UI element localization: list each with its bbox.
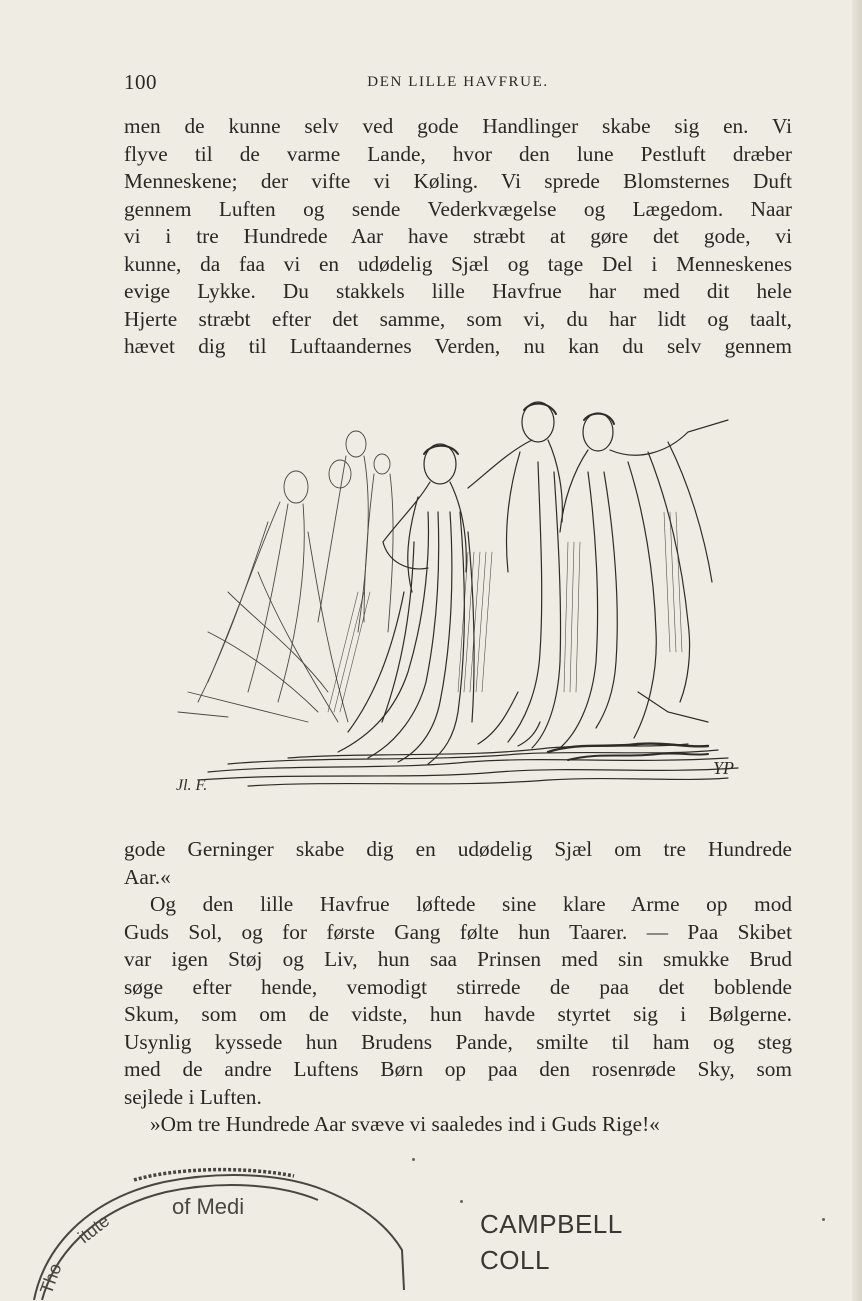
text-line: »Om tre Hundrede Aar svæve vi saaledes ind i Guds Rige!« — [150, 1112, 660, 1136]
mermaid-illustration — [168, 392, 748, 802]
text-line: Aar.« — [124, 864, 171, 889]
ink-speck — [412, 1158, 415, 1161]
library-label-line1: CAMPBELL — [480, 1209, 623, 1239]
stamp-fragment-lower: Tho — [36, 1260, 66, 1297]
ink-speck — [460, 1200, 463, 1203]
body-text-bottom — [124, 836, 792, 1139]
library-stamp — [24, 1160, 444, 1301]
text-line: Skum, som om de vidste, hun havde styrtet sig i Bølgerne. — [124, 1002, 792, 1026]
text-line: Hjerte stræbt efter det samme, som vi, du har lidt og taalt, — [124, 306, 792, 331]
library-label-line2: COLL — [480, 1245, 550, 1275]
stamp-arc-text: of Medi — [172, 1194, 245, 1219]
text-line: flyve til de varme Lande, hvor den lune Pestluft dræber — [124, 141, 792, 166]
text-line: Usynlig kyssede hun Brudens Pande, smilte til ham og steg — [124, 1029, 792, 1054]
text-line: kunne, da faa vi en udødelig Sjæl og tage Del i Menneskenes — [124, 251, 792, 276]
text-line: gennem Luften og sende Vederkvægelse og Lægedom. Naar — [124, 196, 792, 221]
central-figure-illustration — [338, 444, 474, 764]
text-line: med de andre Luftens Børn op paa den rosenrøde Sky, som — [124, 1057, 792, 1081]
page-header — [124, 70, 792, 100]
text-line: var igen Støj og Liv, hun saa Prinsen med sin smukke Brud — [124, 947, 792, 971]
hatching-illustration — [328, 512, 682, 712]
page-edge — [852, 0, 862, 1301]
text-line: søge efter hende, vemodigt stirrede de paa det boblende — [124, 974, 792, 999]
text-line: men de kunne selv ved gode Handlinger skabe sig en. Vi — [124, 114, 792, 138]
text-line: Guds Sol, og for første Gang følte hun Taarer. — Paa Skibet — [124, 919, 792, 944]
text-line: sejlede i Luften. — [124, 1084, 262, 1109]
text-line: vi i tre Hundrede Aar have stræbt at gøre det gode, vi — [124, 224, 792, 248]
background-spirits-illustration — [178, 431, 393, 722]
ink-speck — [822, 1218, 825, 1221]
text-line: Menneskene; der vifte vi Køling. Vi sprede Blomsternes Duft — [124, 169, 792, 193]
running-title: DEN LILLE HAVFRUE. — [367, 74, 549, 90]
page-number: 100 — [124, 70, 157, 94]
stamp-fragment-left: itute — [74, 1210, 114, 1248]
text-line: Og den lille Havfrue løftede sine klare Arme op mod — [150, 892, 792, 916]
illustration-signature: YP — [713, 758, 735, 778]
text-line: evige Lykke. Du stakkels lille Havfrue har med dit hele — [124, 279, 792, 303]
library-label — [480, 1206, 623, 1278]
embracing-spirits-illustration — [468, 402, 728, 748]
text-line: hævet dig til Luftaandernes Verden, nu kan du selv gennem — [124, 334, 792, 358]
text-line: gode Gerninger skabe dig en udødelig Sjæl om tre Hundrede — [124, 837, 792, 861]
sea-waves-illustration — [198, 744, 738, 786]
illustration-signature-left: Jl. F. — [176, 777, 208, 794]
body-text-top — [124, 113, 792, 361]
